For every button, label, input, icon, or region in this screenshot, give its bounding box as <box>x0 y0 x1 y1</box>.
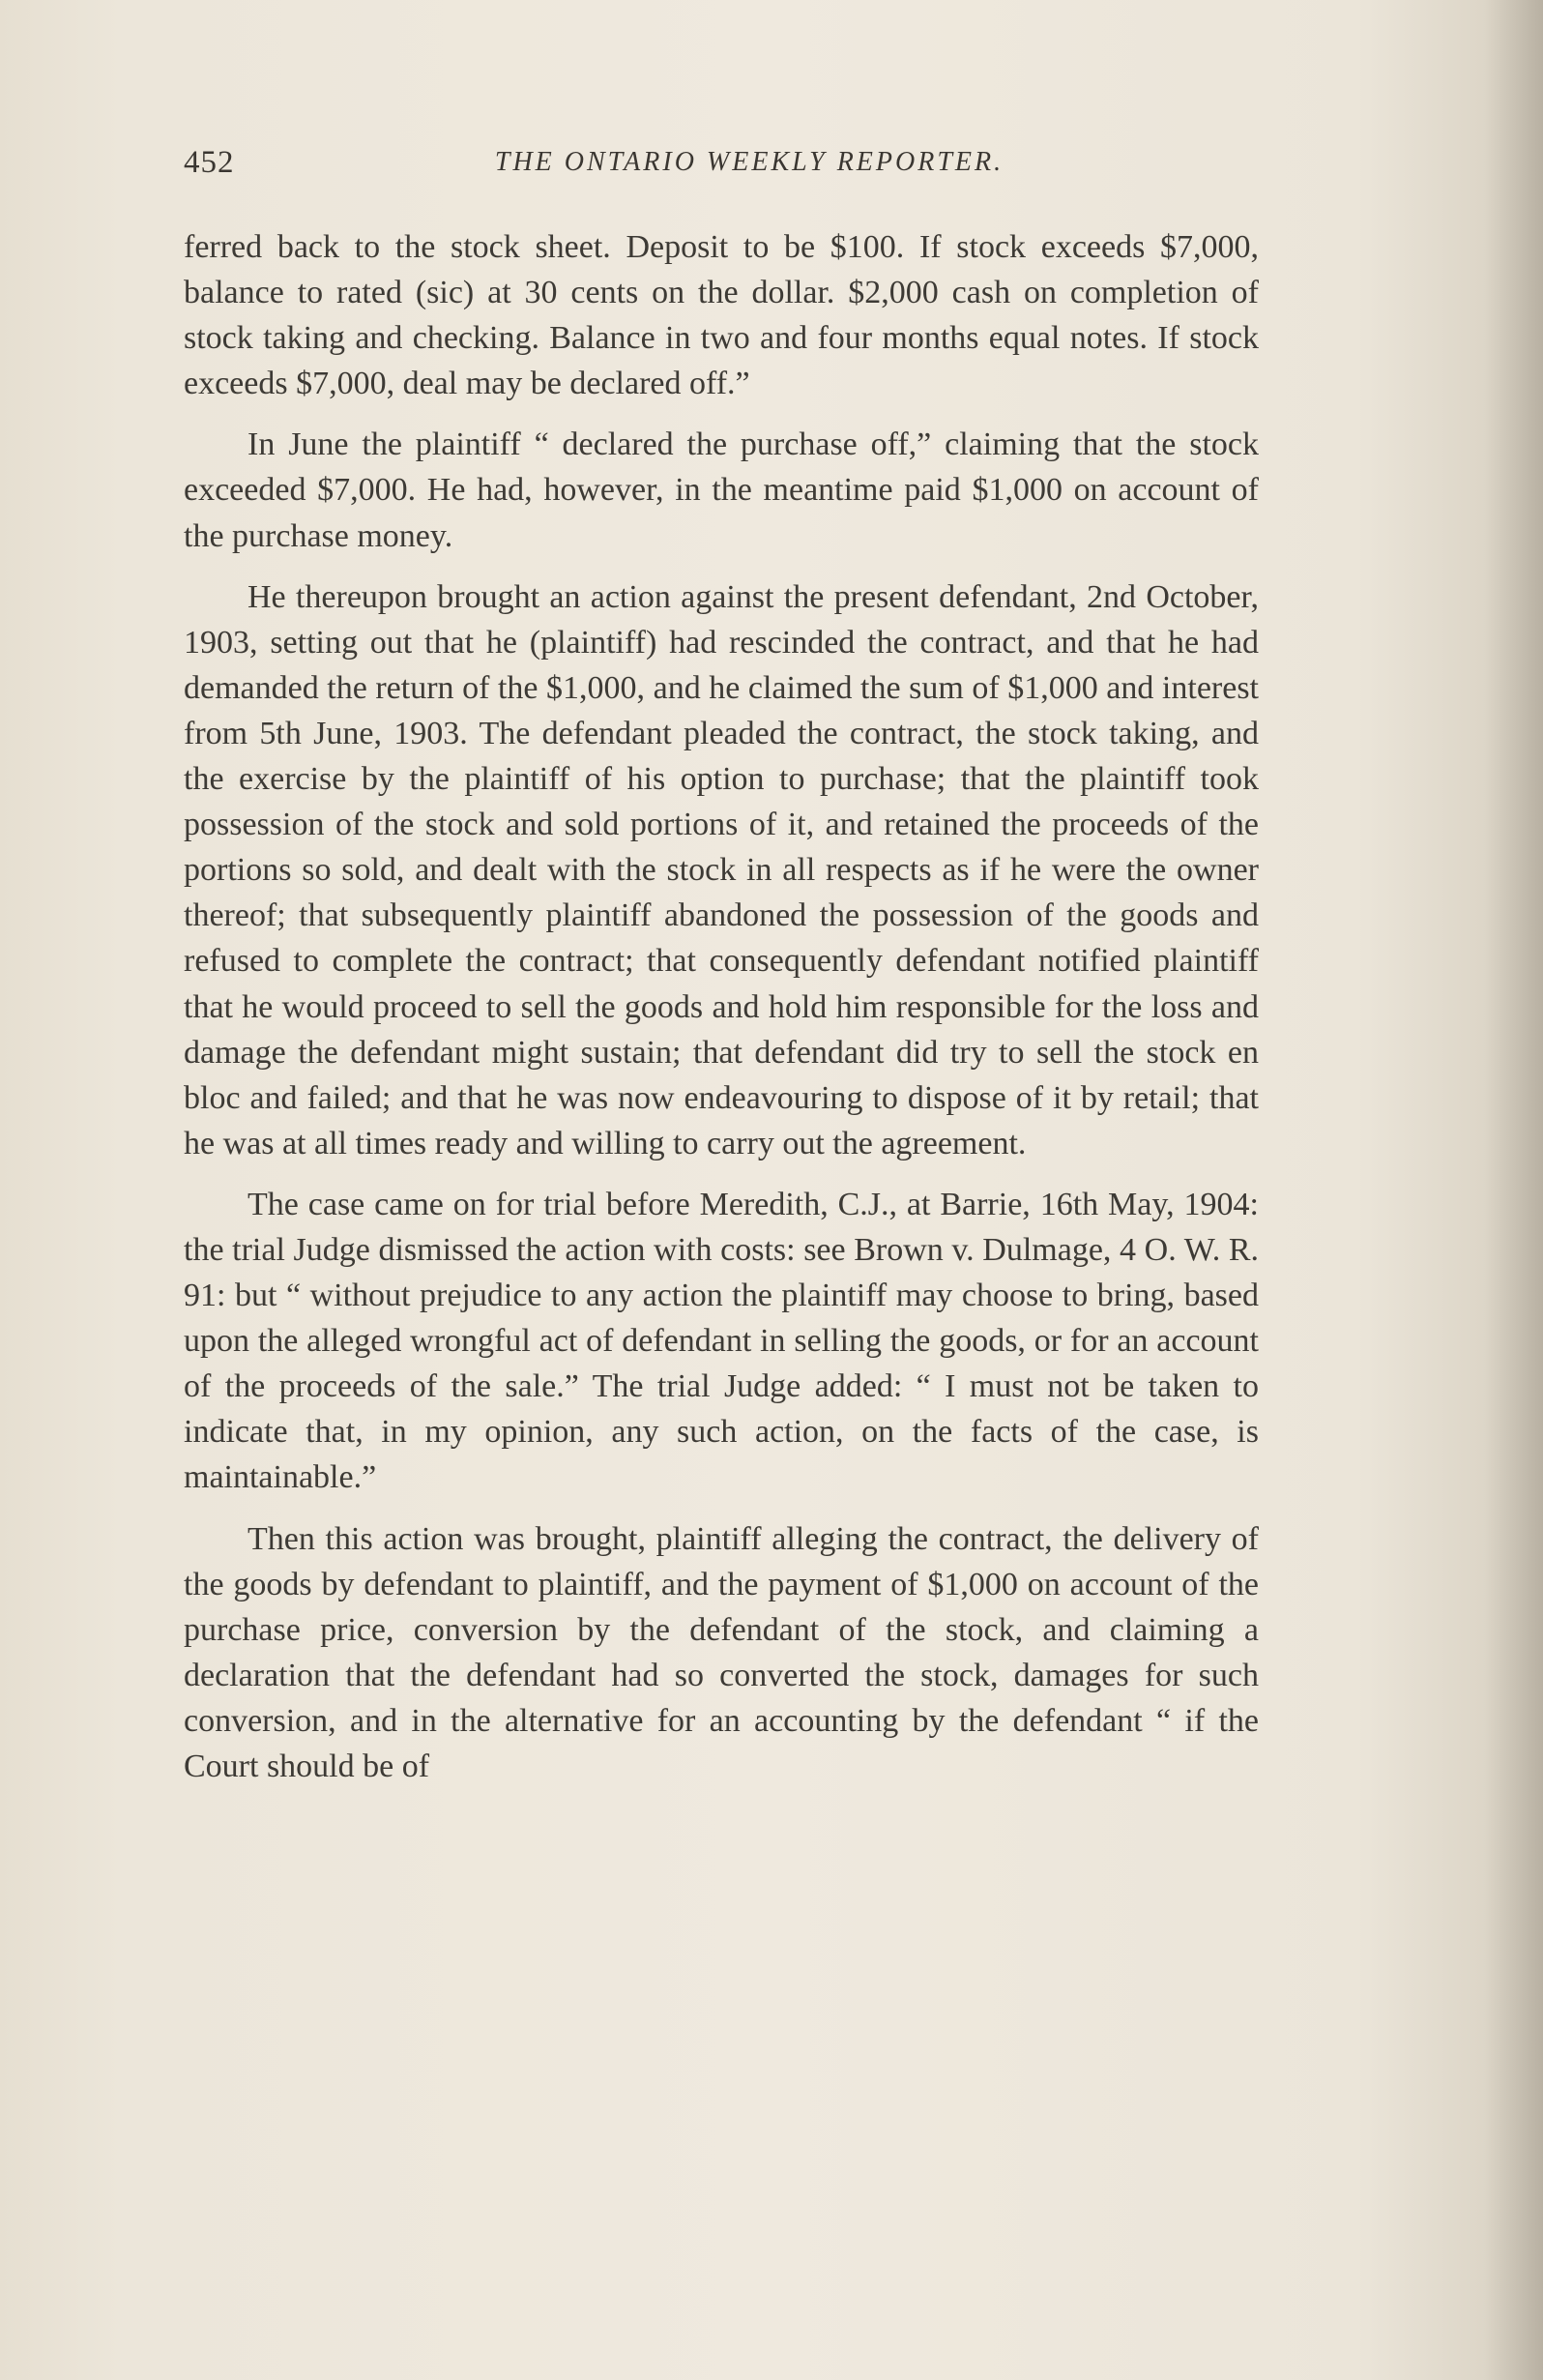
paragraph-continuation: ferred back to the stock sheet. Deposit to be $100. If stock exceeds $7,000, balance to rated (sic) at 30 cents on the dollar. $2,000 cash on completion of stock taking and checking. Balance in two and four months equal notes. If stock exceeds $7,000, deal may be declared off.” <box>184 229 1259 402</box>
paragraph-trial: The case came on for trial before Meredith, C.J., at Barrie, 16th May, 1904: the trial Judge dismissed the action with costs: see Brown v. Dulmage, 4 O. W. R. 91: but “ without prejudice to any action the plaintiff may choose to bring, based upon the alleged wrongful act of defendant in selling the goods, or for an account of the proceeds of the sale.” The trial Judge added: “ I must not be taken to indicate that, in my opinion, any such action, on the facts of the case, is maintainable.” <box>184 1186 1259 1496</box>
paragraph-first-action: He thereupon brought an action against the present defendant, 2nd October, 1903, setting out that he (plaintiff) had rescinded the contract, and that he had demanded the return of the $1,000, and he claimed the sum of $1,000 and interest from 5th June, 1903. The defendant pleaded the contract, the stock taking, and the exercise by the plaintiff of his option to purchase; that the plaintiff took possession of the stock and sold portions of it, and retained the proceeds of the portions so sold, and dealt with the stock in all respects as if he were the owner thereof; that subsequently plaintiff abandoned the possession of the goods and refused to complete the contract; that consequently defendant notified plaintiff that he would proceed to sell the goods and hold him responsible for the loss and damage the defendant might sustain; that defendant did try to sell the stock en bloc and failed; and that he was now endeavouring to dispose of it by retail; that he was at all times ready and willing to carry out the agreement. <box>184 578 1259 1161</box>
page-number: 452 <box>184 145 235 180</box>
paragraph-plaintiff-declared-off: In June the plaintiff “ declared the purchase off,” claiming that the stock exceeded $7,000. He had, however, in the meantime paid $1,000 on account of the purchase money. <box>184 426 1259 554</box>
body-text <box>184 224 1259 1805</box>
page-edge-shadow <box>1485 0 1543 2380</box>
running-title: THE ONTARIO WEEKLY REPORTER. <box>494 147 1004 177</box>
page-header <box>184 145 1257 193</box>
paragraph-this-action: Then this action was brought, plaintiff alleging the contract, the delivery of the goods by defendant to plaintiff, and the payment of $1,000 on account of the purchase price, conversion by the defendant of the stock, and claiming a declaration that the defendant had so converted the stock, damages for such conversion, and in the alternative for an accounting by the defendant “ if the Court should be of <box>184 1520 1259 1784</box>
